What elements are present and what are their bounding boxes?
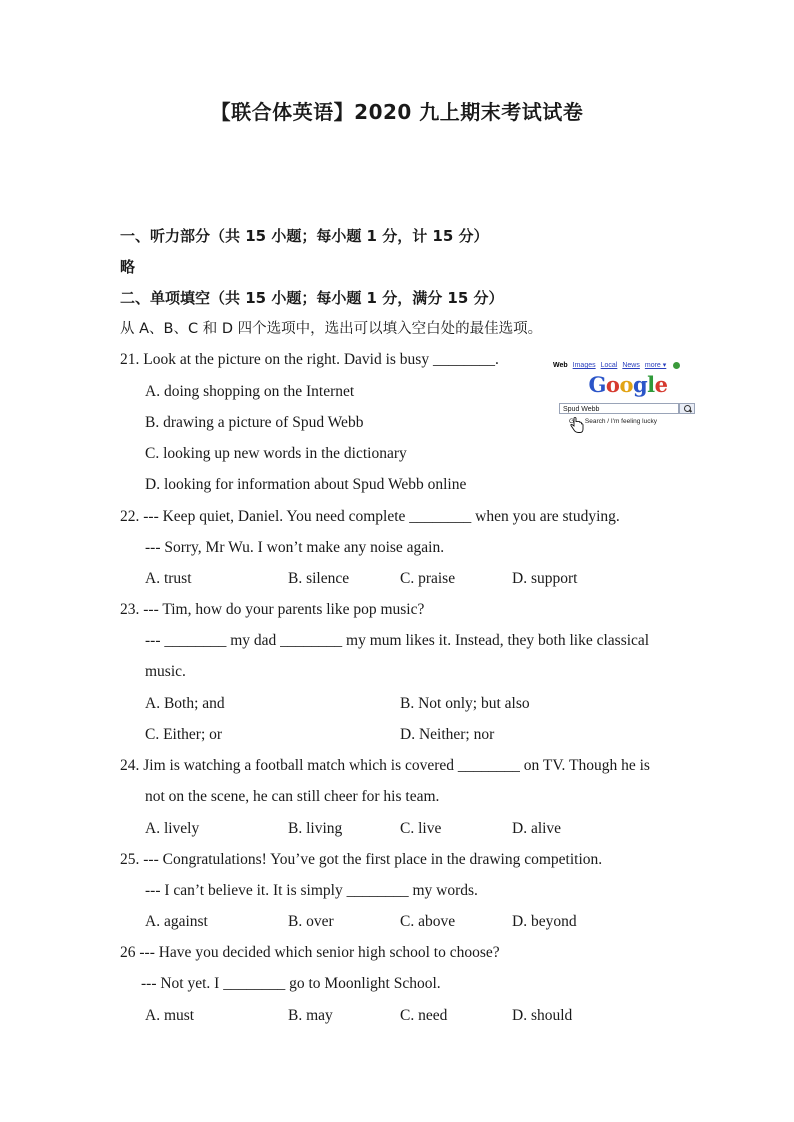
q25-option-a: A. against [145, 913, 208, 930]
section1-heading: 一、听力部分（共 15 小题；每小题 1 分，计 15 分） [120, 227, 489, 245]
q24-stem: 24. Jim is watching a football match which is covered ________ on TV. Though he is [120, 757, 650, 774]
section1-note: 略 [120, 258, 136, 276]
google-nav-web: Web [553, 362, 568, 369]
google-search-box: Spud Webb [559, 403, 679, 414]
google-nav [553, 361, 680, 369]
q23-line2: --- ________ my dad ________ my mum likes it. Instead, they both like classical [145, 632, 650, 649]
q23-option-c: C. Either; or [145, 726, 223, 743]
q23-option-d: D. Neither; nor [400, 726, 495, 743]
page-title: 【联合体英语】2020 九上期末考试试卷 [210, 100, 584, 124]
q25-option-c: C. above [400, 913, 456, 930]
q21-stem: 21. Look at the picture on the right. David is busy ________. [120, 351, 499, 368]
q26-option-d: D. should [512, 1007, 573, 1024]
section2-heading: 二、单项填空（共 15 小题；每小题 1 分，满分 15 分） [120, 289, 504, 307]
q25-stem: 25. --- Congratulations! You’ve got the first place in the drawing competition. [120, 851, 603, 868]
globe-icon [673, 362, 680, 369]
google-nav-more: more ▾ [644, 362, 667, 369]
q23-line3: music. [145, 663, 186, 680]
q23-option-a: A. Both; and [145, 695, 225, 712]
q21-option-a: A. doing shopping on the Internet [145, 383, 355, 400]
q24-option-b: B. living [288, 820, 343, 837]
q25-option-b: B. over [288, 913, 334, 930]
q26-option-c: C. need [400, 1007, 448, 1024]
google-nav-news: News [622, 362, 640, 369]
q24-option-d: D. alive [512, 820, 562, 837]
q23-option-b: B. Not only; but also [400, 695, 530, 712]
q21-option-b: B. drawing a picture of Spud Webb [145, 414, 364, 431]
google-logo: Google [588, 372, 668, 397]
google-nav-local: Local [600, 362, 618, 369]
q22-line2: --- Sorry, Mr Wu. I won’t make any noise again. [145, 539, 445, 556]
q25-line2: --- I can’t believe it. It is simply ________ my words. [145, 882, 478, 899]
q25-option-d: D. beyond [512, 913, 577, 930]
section2-instruction: 从 A、B、C 和 D 四个选项中，选出可以填入空白处的最佳选项。 [120, 321, 543, 337]
q24-option-c: C. live [400, 820, 442, 837]
q26-line2: --- Not yet. I ________ go to Moonlight School. [141, 975, 441, 992]
q24-line2: not on the scene, he can still cheer for his team. [145, 788, 440, 805]
google-buttons-text: Search / I'm feeling lucky [584, 418, 657, 425]
q26-stem: 26 --- Have you decided which senior high school to choose? [120, 944, 500, 961]
q22-stem: 22. --- Keep quiet, Daniel. You need complete ________ when you are studying. [120, 508, 620, 525]
q23-stem: 23. --- Tim, how do your parents like pop music? [120, 601, 425, 618]
q24-option-a: A. lively [145, 820, 200, 837]
search-icon [679, 403, 695, 414]
hand-cursor-icon [569, 416, 585, 434]
q21-option-d: D. looking for information about Spud Webb online [145, 476, 467, 493]
q26-option-b: B. may [288, 1007, 333, 1024]
q21-option-c: C. looking up new words in the dictionary [145, 445, 407, 462]
q26-option-a: A. must [145, 1007, 195, 1024]
google-nav-images: Images [572, 362, 596, 369]
q22-option-a: A. trust [145, 570, 192, 587]
q22-option-d: D. support [512, 570, 578, 587]
q22-option-b: B. silence [288, 570, 350, 587]
q22-option-c: C. praise [400, 570, 456, 587]
google-go: G [569, 418, 575, 425]
google-search-picture [549, 356, 707, 434]
